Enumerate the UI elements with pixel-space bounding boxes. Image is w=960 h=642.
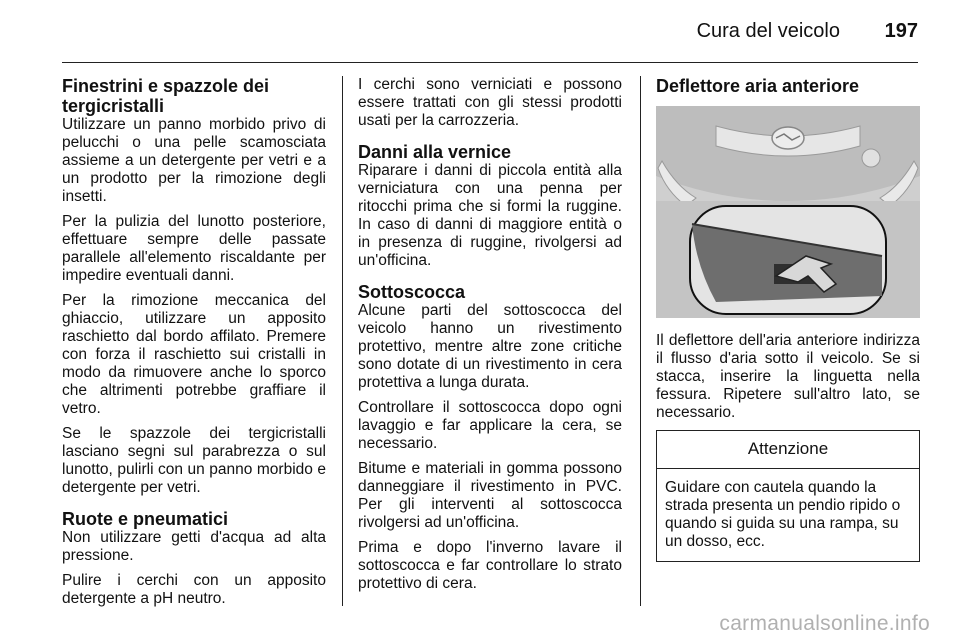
- paragraph: I cerchi sono verniciati e possono essere trattati con gli stessi prodotti usati per la carrozzeria.: [358, 76, 622, 129]
- column-divider: [342, 76, 343, 606]
- paragraph: Prima e dopo l'inverno lavare il sottoscocca e far controllare lo strato protettivo di cera.: [358, 539, 622, 592]
- section-wheels-tyres: [62, 509, 326, 608]
- column-middle: [358, 76, 622, 605]
- paragraph: Pulire i cerchi con un apposito detergente a pH neutro.: [62, 572, 326, 607]
- watermark: carmanualsonline.info: [719, 612, 930, 635]
- paragraph: Riparare i danni di piccola entità alla verniciatura con una penna per ritocchi prima che si formi la ruggine. In caso di danni di maggiore entità o in presenza di ruggine, rivolgersi ad un'officina.: [358, 162, 622, 269]
- paragraph: Controllare il sottoscocca dopo ogni lavaggio e far applicare la cera, se necessario.: [358, 399, 622, 452]
- paragraph: Alcune parti del sottoscocca del veicolo hanno un rivestimento protettivo, mentre altre zone critiche sono dotate di un rivestimento in cera protettiva a lunga durata.: [358, 302, 622, 391]
- section-windows-wipers: [62, 76, 326, 497]
- section-paint-damage: [358, 142, 622, 270]
- column-right: [656, 76, 920, 562]
- warning-box: [656, 430, 920, 562]
- warning-text: Guidare con cautela quando la strada presenta un pendio ripido o quando si guida su una rampa, su un dosso, ecc.: [665, 479, 901, 550]
- section-heading: Sottoscocca: [358, 282, 466, 302]
- column-left: [62, 76, 326, 620]
- page-header: [62, 0, 918, 63]
- paragraph: Per la rimozione meccanica del ghiaccio, utilizzare un apposito raschietto dal bordo affilato. Premere con forza il raschietto sui cristalli in modo da rimuovere anche lo sporco che altrimenti potrebbe graffiare il vetro.: [62, 292, 326, 417]
- paragraph: Se le spazzole dei tergicristalli lasciano segni sul parabrezza o sul lunotto, pulirli con un panno morbido e detergente per vetri.: [62, 425, 326, 496]
- section-heading: Ruote e pneumatici: [62, 509, 229, 529]
- paragraph: Non utilizzare getti d'acqua ad alta pressione.: [62, 529, 326, 564]
- warning-title: Attenzione: [657, 431, 919, 469]
- section-heading: Danni alla vernice: [358, 142, 512, 162]
- paragraph: Il deflettore dell'aria anteriore indirizza il flusso d'aria sotto il veicolo. Se si stacca, inserire la linguetta nella fessura. Ripetere sull'altro lato, se necessario.: [656, 332, 920, 421]
- chapter-title: Cura del veicolo: [696, 20, 840, 42]
- section-heading: Finestrini e spazzole dei tergicristalli: [62, 76, 270, 116]
- front-bumper-deflector-illustration: [656, 106, 920, 318]
- column-divider: [640, 76, 641, 606]
- deflector-svg: [656, 106, 920, 318]
- paragraph: Bitume e materiali in gomma possono danneggiare il rivestimento in PVC. Per gli interventi al sottoscocca rivolgersi ad un'officina.: [358, 460, 622, 531]
- section-heading: Deflettore aria anteriore: [656, 76, 860, 96]
- paragraph: Utilizzare un panno morbido privo di pelucchi o una pelle scamosciata assieme a un detergente per vetri e a un prodotto per la rimozione degli insetti.: [62, 116, 326, 205]
- section-underbody: [358, 282, 622, 593]
- paragraph: Per la pulizia del lunotto posteriore, effettuare sempre delle passate parallele all'elemento riscaldante per impedire eventuali danni.: [62, 213, 326, 284]
- warning-body: [657, 469, 919, 561]
- page-number: 197: [884, 20, 918, 42]
